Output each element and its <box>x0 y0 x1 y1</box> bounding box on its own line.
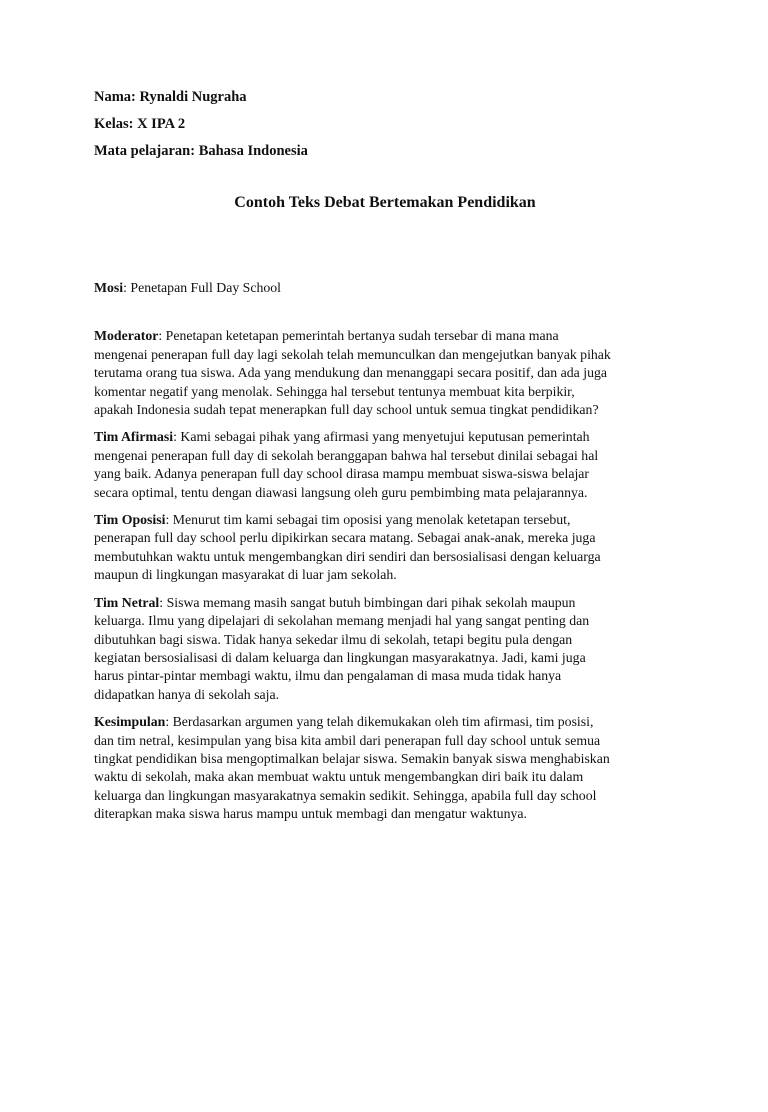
mosi-paragraph <box>94 279 676 297</box>
kesimpulan-label: Kesimpulan <box>94 714 166 730</box>
afirmasi-label: Tim Afirmasi <box>94 429 174 445</box>
netral-text: : Siswa memang masih sangat butuh bimbingan dari pihak sekolah maupun keluarga. Ilmu yang dipelajari di sekolahan memang menjadi hal yang sangat penting dan dibutuhkan bagi siswa. Tidak hanya sekedar ilmu di sekolah, tetapi begitu pula dengan kegiatan bersosialisasi di dalam keluarga dan lingkungan masyarakatnya. Jadi, kami juga harus pintar-pintar membagi waktu, ilmu dan pengalaman di masa muda tidak hanya didapatkan hanya di sekolah saja. <box>94 594 590 702</box>
oposisi-text: : Menurut tim kami sebagai tim oposisi yang menolak ketetapan tersebut, penerapan full day school perlu dipikirkan secara matang. Sebagai anak-anak, mereka juga membutuhkan waktu untuk mengembangkan diri sendiri dan bersosialisasi dengan keluarga maupun di lingkungan masyarakat di luar jam sekolah. <box>94 512 601 583</box>
moderator-label: Moderator <box>94 328 159 344</box>
netral-paragraph <box>94 594 676 704</box>
kesimpulan-paragraph <box>94 713 676 823</box>
oposisi-paragraph <box>94 511 676 585</box>
document-page <box>0 88 768 1112</box>
subject: Mata pelajaran: Bahasa Indonesia <box>94 143 308 159</box>
kesimpulan-text: : Berdasarkan argumen yang telah dikemukakan oleh tim afirmasi, tim posisi, dan tim netral, kesimpulan yang bisa kita ambil dari penerapan full day school untuk semua tingkat pendidikan bisa mengoptimalkan belajar siswa. Semakin banyak siswa menghabiskan waktu di sekolah, maka akan membuat waktu untuk mengembangkan diri baik itu dalam keluarga dan lingkungan masyarakatnya semakin sedikit. Sehingga, apabila full day school diterapkan maka siswa harus mampu untuk membagi dan mengatur waktunya. <box>94 714 610 822</box>
afirmasi-paragraph <box>94 428 676 502</box>
document-title: Contoh Teks Debat Bertemakan Pendidikan <box>234 194 536 211</box>
moderator-text: : Penetapan ketetapan pemerintah bertanya sudah tersebar di mana mana mengenai penerapan full day lagi sekolah telah memunculkan dan mengejutkan banyak pihak terutama orang tua siswa. Ada yang mendukung dan menanggapi secara positif, dan ada juga komentar negatif yang menolak. Sehingga hal tersebut tentunya membuat kita berpikir, apakah Indonesia sudah tepat menerapkan full day school untuk semua tingkat pendidikan? <box>94 328 611 418</box>
afirmasi-text: : Kami sebagai pihak yang afirmasi yang menyetujui keputusan pemerintah mengenai penerapan full day di sekolah beranggapan bahwa hal tersebut dinilai sebagai hal yang baik. Adanya penerapan full day school dirasa mampu membuat siswa-siswa belajar secara optimal, tentu dengan diawasi langsung oleh guru pembimbing mata pelajarannya. <box>94 429 599 500</box>
student-name: Nama: Rynaldi Nugraha <box>94 89 247 105</box>
mosi-text: : Penetapan Full Day School <box>123 280 282 295</box>
student-class: Kelas: X IPA 2 <box>94 116 186 132</box>
netral-label: Tim Netral <box>94 594 160 610</box>
moderator-paragraph <box>94 327 676 419</box>
oposisi-label: Tim Oposisi <box>94 512 166 528</box>
mosi-label: Mosi <box>94 280 124 295</box>
